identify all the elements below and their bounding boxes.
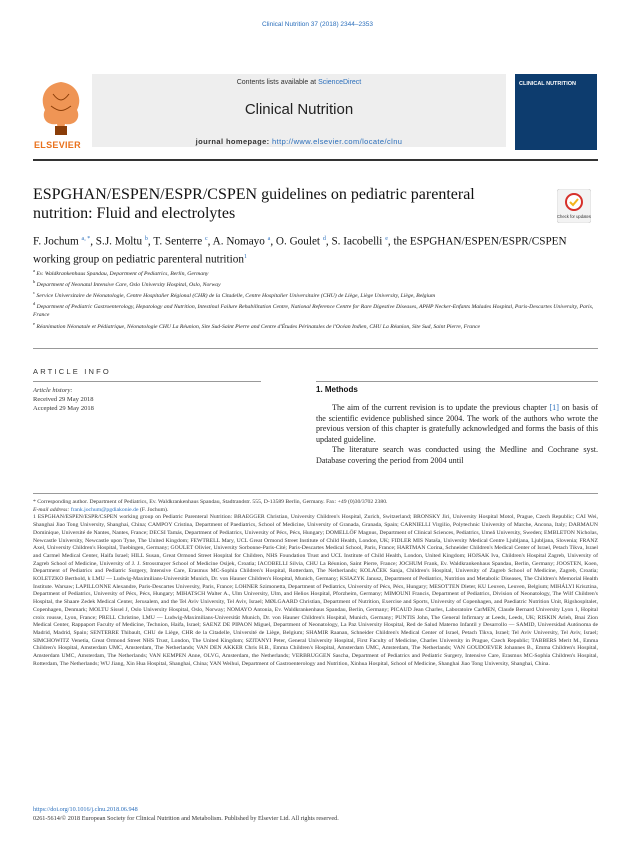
affil-sup: b bbox=[33, 279, 36, 285]
homepage-link[interactable]: http://www.elsevier.com/locate/clnu bbox=[272, 137, 403, 146]
journal-title: Clinical Nutrition bbox=[244, 101, 354, 118]
affiliation-list bbox=[33, 267, 598, 331]
history-label: Article history: bbox=[33, 387, 73, 394]
affil-sup: c bbox=[33, 290, 35, 296]
article-info-rule bbox=[33, 381, 261, 382]
author-name[interactable]: T. Senterre bbox=[153, 235, 203, 248]
journal-homepage bbox=[92, 137, 506, 146]
author-name[interactable]: O. Goulet bbox=[275, 235, 321, 248]
footnotes bbox=[33, 499, 598, 668]
body-rule bbox=[316, 381, 598, 382]
reference-link[interactable]: [1] bbox=[549, 403, 559, 412]
author-name[interactable]: F. Jochum bbox=[33, 235, 79, 248]
author-list: F. Jochum $^{a, *}$, S.J. Moltu $^b$, T. Senterre $^c$, A. Nomayo $^a$, O. Goulet $^d$, S. Iacobelli $^e$, the ESPGHAN/ESPEN/ESPR/CSPEN working group on pediatric parenteral nutrition$^1$ bbox=[33, 235, 567, 266]
journal-citation[interactable]: Clinical Nutrition 37 (2018) 2344–2353 bbox=[262, 21, 373, 28]
methods-paragraph-1: The aim of the current revision is to update the previous chapter [1] on basis of the scientific evidence published since 2004. The work of the authors who wrote the previous version of this chapter is gratefully acknowledged and forms the basis of this updated guideline. bbox=[316, 403, 598, 444]
journal-cover-thumbnail bbox=[515, 74, 597, 150]
contents-prefix: Contents lists available at bbox=[236, 79, 319, 86]
received-date: Received 29 May 2018 bbox=[33, 396, 94, 403]
author-name[interactable]: A. Nomayo bbox=[212, 235, 265, 248]
methods-paragraph-2: The literature search was conducted using the Medline and Cochrane syst. Database covering the period from 2004 until bbox=[316, 445, 598, 465]
article-history bbox=[33, 386, 94, 413]
article-title: ESPGHAN/ESPEN/ESPR/CSPEN guidelines on pediatric parenteral nutrition: Fluid and electrolytes bbox=[33, 186, 475, 222]
author-affil-sup[interactable]: b bbox=[144, 236, 148, 242]
corresponding-author-note: * Corresponding author. Department of Pediatrics, Ev. Waldkrankenhaus Spandau, Stadtrandstr. 555, D-13589 Berlin, Germany. Fax: +49 (0)30/3702 2380. bbox=[33, 499, 388, 505]
methods-heading: 1. Methods bbox=[316, 385, 358, 394]
affil-sup: e bbox=[33, 320, 35, 326]
accepted-date: Accepted 29 May 2018 bbox=[33, 405, 94, 412]
author-affil-sup[interactable]: c bbox=[205, 236, 208, 242]
methods-body bbox=[316, 403, 598, 467]
affiliation bbox=[33, 267, 598, 278]
elsevier-tree-logo bbox=[33, 74, 89, 149]
working-group-sup[interactable]: 1 bbox=[243, 253, 247, 260]
author-affil-sup[interactable]: e bbox=[385, 236, 388, 242]
author-affil-sup[interactable]: a bbox=[267, 236, 271, 242]
doi-link[interactable]: https://doi.org/10.1016/j.clnu.2018.06.948 bbox=[33, 806, 138, 813]
affil-sup: a bbox=[33, 268, 35, 273]
affiliation bbox=[33, 300, 598, 319]
header-rule bbox=[33, 159, 598, 161]
email-link[interactable]: frank.jochum@pgdiakonie.de bbox=[70, 506, 139, 513]
homepage-label: journal homepage: bbox=[195, 137, 273, 146]
article-info-heading: ARTICLE INFO bbox=[33, 367, 111, 376]
author-affil-sup[interactable]: a, * bbox=[81, 236, 91, 242]
section-rule bbox=[33, 348, 598, 349]
copyright-line: 0261-5614/© 2018 European Society for Clinical Nutrition and Metabolism. Published by Elsevier Ltd. All rights reserved. bbox=[33, 815, 339, 822]
affil-text: Department of Neonatal Intensive Care, Oslo University Hospital, Oslo, Norway bbox=[36, 281, 221, 288]
affiliation bbox=[33, 278, 598, 289]
affil-text: Service Universitaire de Néonatologie, Centre Hospitalier Régional (CHR) de la Citadelle, Centre Hospitalier Universitaire (CHU) de Liège, Liège University, Liège, Belgium bbox=[36, 293, 436, 300]
affiliation bbox=[33, 320, 598, 331]
contents-line bbox=[92, 79, 506, 86]
sciencedirect-link[interactable]: ScienceDirect bbox=[318, 79, 362, 86]
check-for-updates-badge[interactable] bbox=[557, 189, 591, 223]
affil-text: Réanimation Néonatale et Pédiatrique, Néonatologie CHU La Réunion, Site Sud-Saint Pierre and Centre d'Études Périnatales de l'Océan Indien, CHU La Réunion, Site Sud, Saint Pierre, France bbox=[36, 323, 481, 330]
author-name[interactable]: S.J. Moltu bbox=[95, 235, 143, 248]
email-note: E-mail address: frank.jochum@pgdiakonie.de (F. Jochum). bbox=[33, 506, 169, 513]
affil-text: Department of Pediatric Gastroenterology, Hepatology and Nutrition, Intestinal Failure Rehabilitation Centre, National Reference Centre for Rare Digestive Diseases, APHP Necker-Enfants Malades Hospital, Paris-Descartes University, Paris, France bbox=[33, 304, 594, 319]
footnote-rule bbox=[33, 493, 598, 494]
working-group-name: the ESPGHAN/ESPEN/ESPR/CSPEN working group on pediatric parenteral nutrition bbox=[33, 235, 567, 266]
affiliation bbox=[33, 289, 598, 300]
author-name[interactable]: S. Iacobelli bbox=[331, 235, 383, 248]
cover-title: CLINICAL NUTRITION bbox=[519, 81, 577, 87]
author-affil-sup[interactable]: d bbox=[322, 236, 326, 242]
affil-sup: d bbox=[33, 301, 36, 307]
publisher-wordmark: ELSEVIER bbox=[34, 140, 81, 150]
affil-text: Ev. Waldkrankenhaus Spandau, Department of Pediatrics, Berlin, Germany bbox=[36, 270, 209, 277]
badge-text: Check for updates bbox=[557, 214, 591, 219]
working-group-note: 1 ESPGHAN/ESPEN/ESPR/CSPEN working group on Pediatric Parenteral Nutrition: BRAEGGER Christian, University Children's Hospital, Zurich, Switzerland; BRONSKY Jiri, University Hospital Motol, Prague, Czech Republic; CAI Wei, Shanghai Jiao Tong University, Shanghai, China; CAMPOY Cristina, Department of Paediatrics, School of Medicine, University of Granada, Granada, Spain; CARNIELLI Virgilio, Polytechnic University of Marche, Ancona, Italy; DARMAUN Dominique, Université de Nantes, Nantes, France; DECSI Tamás, Department of Pediatrics, University of Pécs, Pécs, Hungary; DOMELLÖF Magnus, Department of Clinical Sciences, Pediatrics, Umeå University, Sweden; EMBLETON Nicholas, Newcastle University, Newcastle upon Tyne, The United Kingdom; FEWTRELL Mary, UCL Great Ormond Street Institute of Child Health, London, UK; FIDLER MIS Nataša, University Medical Centre Ljubljana, Ljubljana, Slovenia; FRANZ Axel, University Children's Hospital, Tuebingen, Germany; GOULET Olivier, University Sorbonne-Paris-Cité; Paris-Descartes Medical School, Paris, France; HARTMAN Corina, Schneider Children's Medical Center of Israel, Petach Tikva, Israel and Carmel Medical Center, Haifa Israel; HILL Susan, Great Ormond Street Hospital for Children, NHS Foundation Trust and UCL Institute of Child Health, London, United Kingdom; HOJSAK Iva, Children's Hospital Zagreb, University of Zagreb School of Medicine, University of J. J. Strossmayer School of Medicine Osijek, Croatia; IACOBELLI Silvia, CHU La Réunion, Saint Pierre, France; JOCHUM Frank, Ev. Waldkrankenhaus Spandau, Berlin, Germany; JOOSTEN, Koen, Department of Pediatrics and Pediatric Surgery, Intensive Care, Erasmus MC-Sophia Children's Hospital, Rotterdam, The Netherlands; KOLAČEK Sanja, Children's Hospital, University of Zagreb School of Medicine, Zagreb, Croatia; KOLETZKO Berthold, k LMU — Ludwig-Maximilians-Universität Munich, Dr. von Hauner Children's Hospital, Munich, Germany; KSIAZYK Janusz, Department of Pediatrics, Nutrition and Metabolic Diseases, The Children's Memorial Health Institute. Warsaw; LAPILLONNE Alexandre, Paris-Descartes University, Paris, France; LOHNER Szimonetta, Department of Pediatrics, University of Pécs, Pécs, Hungary; MESOTTEN Dieter, KU Leuven, Leuven, Belgium; MIHÁLYI Krisztina, Department of Pediatrics, University of Pécs, Pécs, Hungary; MIHATSCH Walter A., Ulm University, Ulm, and Helios Hospital, Pforzheim, Germany; MIMOUNI Francis, Department of Pediatrics, Division of Neonatology, The Wilf Children's Hospital, the Shaare Zedek Medical Center, Jerusalem, and the Tel Aviv University, Tel Aviv, Israel; MØLGAARD Christian, Department of Nutrition, Exercise and Sports, University of Copenhagen, and Paediatric Nutrition Unit, Rigshospitalet, Copenhagen, Denmark; MOLTU Sissel J, Oslo University Hospital, Oslo, Norway; NOMAYO Antonia, Ev. Waldkrankenhaus Spandau, Berlin, Germany; PICAUD Jean Charles, Laboratoire CarMEN, Claude Bernard University Lyon 1, Hopital croix rousse, Lyon, France; PRELL Christine, LMU — Ludwig-Maximilians-Universität Munich, Dr. von Hauner Children's Hospital, Munich, Germany; PUNTIS John, The General Infirmary at Leeds, Leeds, UK; RISKIN Arieh, Bnai Zion Medical Center, Rappaport Faculty of Medicine, Technion, Haifa, Israel; SAENZ DE PIPAON Miguel, Department of Neonatology, La Paz University Hospital, Red de Salud Materno Infantil y Desarrollo — SAMID, Universidad Autónoma de Madrid, Madrid, Spain; SENTERRE Thibault, CHU de Liège, CHR de la Citadelle, Université de Liège, Belgium; SHAMIR Raanan, Schneider Children's Medical Center of Israel, Petach Tikva, Israel; Tel Aviv University, Tel Aviv, Israel; SIMCHOWITZ Venetia, Great Ormond Street NHS Trust, London, The United Kingdom; SZITANYI Peter, General University Hospital, First Faculty of Medicine, Charles University in Prague, Czech Republic; TABBERS Merit M., Emma Children's Hospital, Amsterdam UMC, Amsterdam, The Netherlands; VAN DEN AKKER Chris H.B., Emma Children's Hospital, Amsterdam UMC, Amsterdam, The Netherlands; VAN GOUDOEVER Johannes B., Emma Children's Hospital, Amsterdam UMC, Amsterdam, The Netherlands; VAN KEMPEN Anne, OLVG, Amsterdam, the Netherlands; VERBRUGGEN Sascha, Department of Pediatrics and Pediatric Surgery, Intensive Care, Erasmus MC-Sophia Children's Hospital, Rotterdam, The Netherlands; WU Jiang, Xin Hua Hospital, Shanghai, China; YAN Weihui, Department of Gastroenterology and Nutrition, Xinhua Hospital, School of Medicine, Shanghai Jiao Tong University, Shanghai, China. bbox=[33, 514, 598, 667]
